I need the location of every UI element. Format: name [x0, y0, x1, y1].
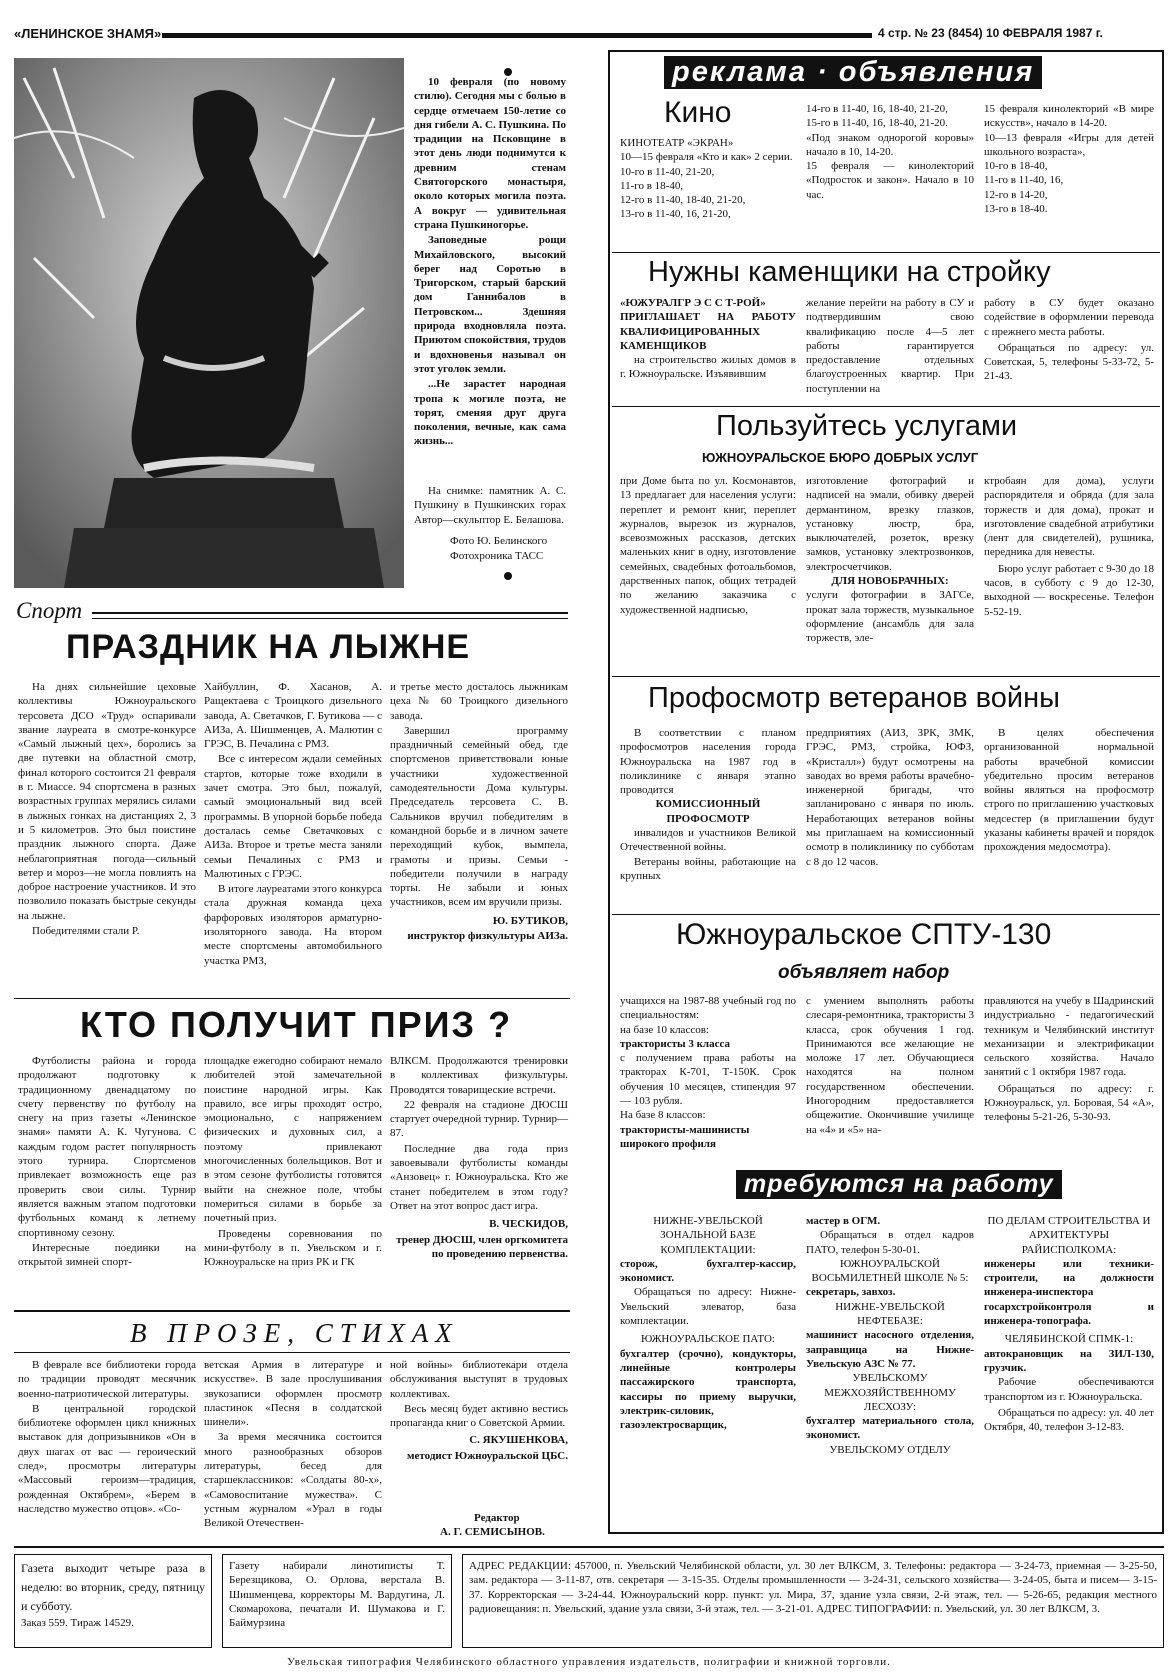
veterans-col-1: [620, 726, 796, 883]
jobs-col-2: [806, 1214, 974, 1457]
prose-paragraph: ной войны» библиотекари отдела обслуживания выступят в трудовых коллективах.: [390, 1359, 568, 1400]
footer-top-rule: [14, 1546, 1164, 1548]
sport-author-role: инструктор физкультуры АИЗа.: [407, 930, 568, 943]
services-subtitle: ЮЖНОУРАЛЬСКОЕ БЮРО ДОБРЫХ УСЛУГ: [702, 450, 979, 465]
prize-paragraph: площадке ежегодно собирают немало любителей этой замечательной поистине народной игры. Как правило, все игры проходят остро, эмоционально, с напряжением физических и духовных сил, а поэтому привлекают многочисленных болельщиков. Вот и в этом сезоне футболисты готовятся выйти на снежное поле, чтобы помериться силами в борьбе за почетный приз.: [204, 1055, 382, 1225]
ads-banner: реклама · объявления: [664, 56, 1042, 89]
prize-col-2: [204, 1054, 382, 1270]
sport-col-3: [390, 680, 568, 944]
jobs-positions: бухгалтер материального стола, экономист.: [806, 1415, 974, 1442]
jobs-positions: автокрановщик на ЗИЛ-130, грузчик.: [984, 1347, 1154, 1374]
footer-schedule: Газета выходит четыре раза в неделю: во вторник, среду, пятницу и субботу.: [21, 1561, 205, 1614]
masons-text: работу в СУ будет оказано содействие в оформлении перевода с прежнего места работы.: [984, 297, 1154, 338]
prose-author: С. ЯКУШЕНКОВА,: [469, 1434, 568, 1447]
prize-headline: КТО ПОЛУЧИТ ПРИЗ ?: [80, 1004, 513, 1045]
sport-rubric-rule: [92, 612, 568, 614]
sptu-col-3: [984, 994, 1154, 1125]
prize-paragraph: 22 февраля на стадионе ДЮСШ стартует очередной турнир. Турнир—87.: [390, 1098, 568, 1140]
sptu-text: правляются на учебу в Шадринский индустриально - педагогический техникум и Челябинский институт механизации и электрификации сельского хозяйства. Начало занятий с 1 октября 1987 года.: [984, 995, 1154, 1079]
pushkin-paragraph: ...Не зарастет народная тропа к могиле поэта, не торят, сменяя друг друга поколения, вечные, как сама жизнь...: [414, 378, 566, 448]
prize-top-rule: [14, 998, 570, 999]
prose-paragraph: За время месячника состоится много разнообразных обзоров литературы, бесед для старшеклассников: «Солдаты 80-х», «Самовоспитание мужества». С устным журналом «Урал в годы Великой Отечествен-: [204, 1431, 382, 1530]
sport-paragraph: Хайбуллин, Ф. Хасанов, А. Ращектаева с Троицкого дизельного завода, А. Светачков, Г. Бутикова — с АИЗа, А. Шишменцев, А. Малютин с ГРЭС, В. Печалина с РМЗ.: [204, 681, 382, 751]
ads-separator: [612, 406, 1160, 407]
kino-col-1: КИНОТЕАТР «ЭКРАН» 10—15 февраля «Кто и как» 2 серии. 10-го в 11-40, 21-20, 11-го в 18-40, 12-го в 11-40, 18-40, 21-20, 13-го в 11-40, 16, 21-20,: [620, 137, 793, 221]
prose-paragraph: ветская Армия в литературе и искусстве». В зале прослушивания звукозаписи оформлен просмотр пластинок «Песня в солдатской шинели».: [204, 1359, 382, 1429]
sport-paragraph: На днях сильнейшие цеховые коллективы Южноуральского терсовета ДСО «Труд» оспаривали звание лауреата в смотре-конкурсе «Самый лыжный цех», боролись за две путевки на областной смотр, финал которого состоится 21 февраля в г. Миассе. 94 спортсмена в разных возрастных группах мерялись силами в лыжных гонках на дистанциях 2, 3 и 5 километров. Это был поистине праздник лыжного спорта. Даже неблагоприятная погода—сильный ветер и мороз—не могла повлиять на доброе настроение участников. И это позволило показать быстрые секунды на лыжне.: [18, 681, 196, 922]
pushkin-agency-credit: Фотохроника ТАСС: [450, 550, 544, 562]
jobs-employer: НИЖНЕ-УВЕЛЬСКОЙ НЕФТЕБАЗЕ:: [835, 1300, 945, 1328]
jobs-positions: секретарь, завхоз.: [806, 1286, 896, 1299]
jobs-col-3: [984, 1214, 1154, 1434]
jobs-employer: НИЖНЕ-УВЕЛЬСКОЙ ЗОНАЛЬНОЙ БАЗЕ КОМПЛЕКТАЦИИ:: [653, 1215, 763, 1256]
services-text: услуги фотографии в ЗАГСе, прокат зала торжеств, музыкальное оформление (ансамбль для зала торжеств, эле-: [806, 589, 974, 645]
footer-order: Заказ 559. Тираж 14529.: [21, 1616, 134, 1629]
masons-col-2: желание перейти на работу в СУ и подтвердившим свою квалификацию после 4—5 лет работы гарантируется предоставление отдельных благоустроенных квартир. При поступлении на: [806, 297, 974, 395]
prize-paragraph: Футболисты района и города продолжают подготовку к традиционному двенадцатому по счету первенству по футболу на снегу на приз газеты «Ленинское знамя» памяти А. К. Чугунова. С каждым годом растет популярность этого турнира. Спортсменов привлекает возможность еще раз проверить свои силы. Турнир является важным этапом подготовки футбольных команд к летнему спортивному сезону.: [18, 1055, 196, 1239]
prose-col-2: [204, 1358, 382, 1532]
veterans-col-2: предприятиях (АИЗ, ЗРК, ЗМК, ГРЭС, РМЗ, стройка, ЮФЗ, «Кристалл») будут осмотрены на заводах во время работы врачебно-инженерной бригады, что запланировано с января по июль. Неработающих ветеранов войны мы приглашаем на комиссионный осмотр в поликлинику по субботам с 8 до 12 часов.: [806, 727, 974, 868]
sport-paragraph: Завершил программу праздничный семейный обед, где спортсменов приветствовали юные участники художественной самодеятельности Дома культуры. Председатель терсовета С. В. Сальников вручил победителям в командной борьбе и в личном зачете переходящий кубок, вымпела, грамоты и призы. Семьи - победители получили в награду торты. Не забыли и юных участников, всем им вручили призы.: [390, 724, 568, 909]
masons-title: Нужны каменщики на стройку: [648, 256, 1051, 288]
masons-invite: ПРИГЛАШАЕТ НА РАБОТУ КВАЛИФИЦИРОВАННЫХ КАМЕНЩИКОВ: [620, 311, 796, 352]
sport-rubric-rule: [92, 618, 568, 619]
services-text: изготовление фотографий и надписей на эмали, обивку дверей дермантином, врезку глазков, установку люстр, бра, выключателей, розеток, врезку замков, установку электрозвонков, электросчетчиков.: [806, 475, 974, 573]
prose-headline: В ПРОЗЕ, СТИХАХ: [130, 1318, 459, 1348]
kino-title: Кино: [664, 96, 732, 129]
sport-paragraph: В итоге лауреатами этого конкурса стала дружная команда цеха фарфоровых изоляторов арматурно-изоляторного завода. На втором месте спортсмены автомобильного участка РМЗ,: [204, 883, 382, 967]
pushkin-caption: На снимке: памятник А. С. Пушкину в Пушкинских горах Автор—скульптор Е. Белашова.: [414, 485, 566, 526]
sport-paragraph: Все с интересом ждали семейных стартов, которые тоже входили в зачет смотра. Это был, пожалуй, самый эмоциональный вид всей программы. В упорной борьбе победа досталась семье Светачковых с АИЗа. Второе и третье места заняли семьи Печалиных с РМЗ и Малютиных с ГРЭС.: [204, 753, 382, 880]
ads-separator: [612, 252, 1160, 253]
veterans-commission: КОМИССИОННЫЙ ПРОФОСМОТР: [655, 798, 761, 825]
prize-author-role: тренер ДЮСШ, член оргкомитета по проведению первенства.: [396, 1233, 568, 1260]
jobs-employer: УВЕЛЬСКОМУ ОТДЕЛУ: [829, 1443, 951, 1456]
prize-col-1: [18, 1054, 196, 1270]
masons-address: Обращаться по адресу: ул. Советская, 5, телефоны 5-33-72, 5-21-43.: [984, 341, 1154, 383]
services-col-1: при Доме быта по ул. Космонавтов, 13 предлагает для населения услуги: переплет и ремонт книг, переплет журналов, вырезок из журналов, всевозможных рассказов, детских маленьких книг в одну, изготовление семейных, свадебных фотоальбомов, дарственных папок, общих тетрадей по желанию заказчика с художественной надписью,: [620, 475, 796, 616]
jobs-positions: сторож, бухгалтер-кассир, экономист.: [620, 1257, 796, 1285]
footer-printer: Увельская типография Челябинского областного управления издательств, полиграфии и книжной торговли.: [287, 1656, 891, 1668]
veterans-text: инвалидов и участников Великой Отечественной войны.: [620, 827, 796, 854]
prize-paragraph: Интересные поединки на открытой зимней спорт-: [18, 1241, 196, 1269]
pushkin-photo-credit: Фото Ю. Белинского: [450, 535, 548, 547]
sport-rubric: Спорт: [16, 598, 83, 623]
services-col-2: [806, 474, 974, 646]
prose-headline-rule: [14, 1352, 570, 1353]
prose-paragraph: Весь месяц будет активно вестись пропаганда книг о Советской Армии.: [390, 1402, 568, 1430]
veterans-title: Профосмотр ветеранов войны: [648, 682, 1060, 714]
bullet-dot: [504, 68, 512, 76]
editor-label: Редактор: [474, 1512, 520, 1524]
sptu-col-1: [620, 994, 796, 1151]
prize-paragraph: ВЛКСМ. Продолжаются тренировки в коллективах физкультуры. Проводятся товарищеские встречи.: [390, 1055, 568, 1096]
jobs-positions: машинист насосного отделения, заправщица на Нижне-Увельскую АЗС № 77.: [806, 1329, 974, 1370]
sptu-title: Южноуральское СПТУ-130: [676, 918, 1052, 951]
prose-col-3: [390, 1358, 568, 1464]
services-hours: Бюро услуг работает с 9-30 до 18 часов, в субботу с 9 до 12-30, выходной — воскресенье. Телефон 5-52-19.: [984, 562, 1154, 618]
prose-author-role: методист Южноуральской ЦБС.: [407, 1449, 568, 1462]
pushkin-article: [414, 75, 566, 450]
services-newlyweds: ДЛЯ НОВОБРАЧНЫХ:: [831, 575, 949, 588]
masthead-rule: [162, 33, 872, 38]
sport-headline: ПРАЗДНИК НА ЛЫЖНЕ: [66, 628, 471, 666]
jobs-employer: ЮЖНОУРАЛЬСКОЕ ПАТО:: [641, 1333, 775, 1346]
jobs-employer: ПО ДЕЛАМ СТРОИТЕЛЬСТВА И АРХИТЕКТУРЫ РАЙИСПОЛКОМА:: [987, 1215, 1151, 1256]
veterans-col-3: В целях обеспечения организованной нормальной работы врачебной комиссии убедительно просим ветеранов войны являться на профосмотр строго по приглашению участковых медсестер (в приглашении будут указаны кабинеты врачей и порядок прохождения медосмотра).: [984, 727, 1154, 854]
sptu-address: Обращаться по адресу: г. Южноуральск, ул. Боровая, 54 «А», телефоны 5-21-26, 5-30-93.: [984, 1082, 1154, 1124]
prize-col-3: [390, 1054, 568, 1262]
footer-staff: Газету набирали линотиписты Т. Березщикова, О. Орлова, верстала В. Шишменцева, корректоры М. Вардугина, Л. Скомарохова, печатали И. Шумакова и Г. Баймурзина: [229, 1560, 445, 1630]
sport-paragraph: и третье место досталось лыжникам цеха № 60 Троицкого дизельного завода.: [390, 681, 568, 722]
sptu-specialty: трактористы 3 класса: [620, 1037, 730, 1050]
sptu-specialty: трактористы-машинисты широкого профиля: [620, 1123, 750, 1150]
prose-top-rule: [14, 1310, 570, 1312]
jobs-banner: требуются на работу: [736, 1170, 1062, 1199]
jobs-employer: ЮЖНОУРАЛЬСКОЙ ВОСЬМИЛЕТНЕЙ ШКОЛЕ № 5:: [811, 1257, 969, 1285]
prose-paragraph: В феврале все библиотеки города по традиции проводят месячник военно-патриотической литературы.: [18, 1359, 196, 1400]
services-text: ктробаян для дома), услуги распорядителя и обряда (для зала торжеств и для дома), прокат и изготовление свадебной атрибутики (лент для свидетелей), рушника, передника для невесты.: [984, 475, 1154, 559]
pushkin-paragraph: Заповедные рощи Михайловского, высокий берег над Соротью в Тригорском, старый барский дом Ганнибалов в Петровском... Здешняя природа входновляла поэта. Приютом спокойствия, трудов и вдохновенья называл он этот уголок земли.: [414, 234, 566, 375]
masons-text: на строительство жилых домов в г. Южноуральске. Изъявившим: [620, 354, 796, 381]
services-col-3: [984, 474, 1154, 619]
sport-col-1: [18, 680, 196, 939]
prize-paragraph: Последние два года приз завоевывали футболисты команды «Анзовец» г. Южноуральска. Кто же станет победителем в этом году? Ответ на этот вопрос даст игра.: [390, 1142, 568, 1212]
masons-col-1: [620, 296, 796, 382]
jobs-contact: Обращаться в отдел кадров ПАТО, телефон 5-30-01.: [806, 1229, 974, 1256]
editor-name: А. Г. СЕМИСЫНОВ.: [440, 1526, 545, 1538]
jobs-contact: Рабочие обеспечиваются транспортом из г. Южноуральска.: [984, 1376, 1154, 1403]
kino-col-2: 14-го в 11-40, 16, 18-40, 21-20, 15-го в 11-40, 16, 18-40, 21-20. «Под знаком однорогой коровы» начало в 10, 14-20. 15 февраля — кинолекторий «Подросток и закон». Начало в 10 час.: [806, 103, 974, 201]
sptu-subtitle: объявляет набор: [778, 962, 950, 983]
masthead-paper-name: «ЛЕНИНСКОЕ ЗНАМЯ»: [14, 26, 162, 41]
kino-col-3: 15 февраля кинолекторий «В мире искусств», начало в 14-20. 10—13 февраля «Игры для детей школьного возраста», 10-го в 18-40, 11-го в 11-40, 16, 12-го в 14-20, 13-го в 18-40.: [984, 103, 1154, 216]
jobs-positions: бухгалтер (срочно), кондукторы, линейные контролеры пассажирского транспорта, кассиры по приему выручки, электрик-силовик, газоэлектросварщик,: [620, 1347, 796, 1432]
services-title: Пользуйтесь услугами: [716, 410, 1018, 442]
footer-box-staff: [222, 1554, 452, 1648]
sptu-text: с получением права работы на тракторах К-701, Т-150К. Срок обучения 10 месяцев, стипендия 97— 103 рубля. На базе 8 классов:: [620, 1052, 796, 1122]
sport-col-2: [204, 680, 382, 969]
prose-paragraph: В центральной городской библиотеке оформлен цикл книжных выставок для допризывников «Он в двух шагах от вас — героический след», просмотры литературы «Массовый героизм—традиция, рожденная Октябрем», «Берем в наследство мужество отцов». «Со-: [18, 1402, 196, 1515]
masons-company: «ЮЖУРАЛГР Э С С Т-РОЙ»: [620, 297, 766, 309]
jobs-employer: ЧЕЛЯБИНСКОЙ СПМК-1:: [1004, 1333, 1134, 1346]
pushkin-photo: [14, 58, 404, 588]
pushkin-paragraph: 10 февраля (по новому стилю). Сегодня мы с болью в сердце отмечаем 150-летие со дня гибели А. С. Пушкина. По традиции на Псковщине в этот день люди поднимутся к древним стенам Святогорского монастыря, около которых могила поэта. А вокруг — удивительная страна Пушкиногорье.: [414, 76, 566, 231]
footer-box-address: [462, 1554, 1164, 1648]
footer-box-schedule: [14, 1554, 212, 1648]
ads-separator: [612, 676, 1160, 677]
prose-col-1: [18, 1358, 196, 1517]
pushkin-monument-image: [14, 58, 404, 588]
sport-author: Ю. БУТИКОВ,: [492, 914, 568, 927]
jobs-positions: инженеры или техники-строители, на должности инженера-инспектора госархстройконтроля и инженера-топографа.: [984, 1257, 1154, 1328]
bullet-dot: [504, 572, 512, 580]
jobs-contact: Обращаться по адресу: Нижне-Увельский элеватор, база комплектации.: [620, 1286, 796, 1328]
jobs-employer: УВЕЛЬСКОМУ МЕЖХОЗЯЙСТВЕННОМУ ЛЕСХОЗУ:: [824, 1372, 956, 1413]
sptu-text: учащихся на 1987-88 учебный год по специальностям: на базе 10 классов:: [620, 995, 796, 1036]
prize-author: В. ЧЕСКИДОВ,: [489, 1218, 568, 1231]
footer-address: АДРЕС РЕДАКЦИИ: 457000, п. Увельский Челябинской области, ул. 30 лет ВЛКСМ, 3. Телефоны: редактора — 3-24-73, приемная — 3-25-50, зам. редактора — 3-11-87, отв. секретаря — 3-15-35. Отделы промышленности — 3-24-31, сельского хозяйства— 3-24-05, быта и писем— 3-15-37. Корректорская — 3-24-44. Южноуральский корр. пункт: ул. Мира, 37, здание узла связи, 2-й этаж, тел. — 5-26-65, редакция местного радиовещания: п. Увельский, здание узла связи, 3-й этаж, тел. — 3-21-01. АДРЕС ТИПОГРАФИИ: п. Увельский, ул. 30 лет ВЛКСМ, 3.: [469, 1560, 1157, 1615]
masons-col-3: [984, 296, 1154, 384]
prize-paragraph: Проведены соревнования по мини-футболу в п. Увельском и г. Южноуральске на приз РК и ГК: [204, 1227, 382, 1269]
jobs-positions: мастер в ОГМ.: [806, 1215, 881, 1227]
jobs-contact: Обращаться по адресу: ул. 40 лет Октября, 40, телефон 3-12-83.: [984, 1406, 1154, 1434]
veterans-text: Ветераны войны, работающие на крупных: [620, 855, 796, 882]
ads-separator: [612, 914, 1160, 915]
veterans-text: В соответствии с планом профосмотров населения города Южноуральска на 1987 год в поликлинике с января этапно проводится: [620, 727, 796, 797]
sptu-col-2: с умением выполнять работы слесаря-ремонтника, трактористы 3 класса, срок обучения 1 год. Принимаются все желающие не моложе 17 лет. Обучающиеся находятся на полном государственном обеспечении. Иногородним предоставляется общежитие. Окончившие училище на «4» и «5» на-: [806, 995, 974, 1136]
sport-paragraph: Победителями стали Р.: [32, 925, 140, 938]
masthead-issue: 4 стр. № 23 (8454) 10 ФЕВРАЛЯ 1987 г.: [878, 26, 1103, 40]
jobs-col-1: [620, 1214, 796, 1432]
